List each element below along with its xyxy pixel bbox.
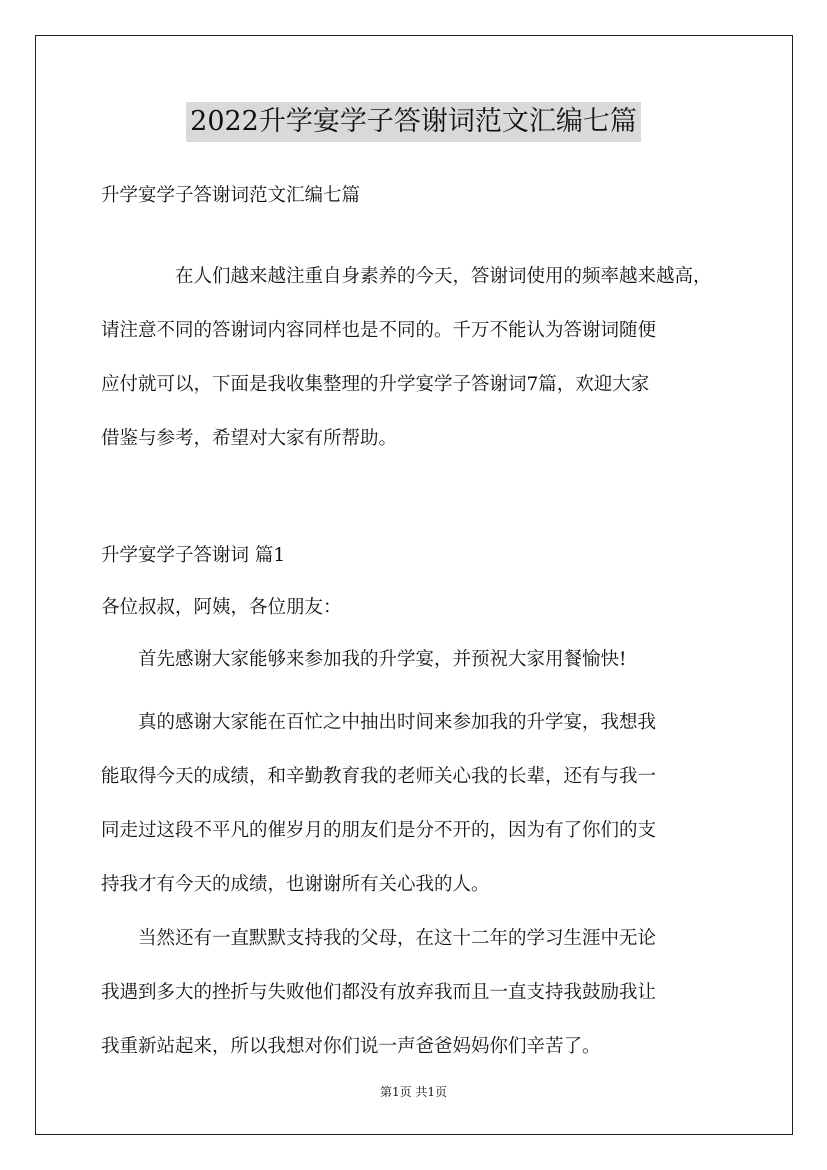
paragraph-line: 我遇到多大的挫折与失败他们都没有放弃我而且一直支持我鼓励我让	[101, 982, 657, 1003]
paragraph-text: 首先感谢大家能够来参加我的升学宴，并预祝大家用餐愉快!	[138, 649, 627, 670]
paragraph	[101, 912, 731, 1074]
intro-line: 借鉴与参考，希望对大家有所帮助。	[101, 428, 398, 449]
paragraph	[101, 696, 731, 912]
greeting: 各位叔叔，阿姨，各位朋友：	[101, 597, 342, 618]
document-body	[101, 178, 731, 1074]
document-title: 2022升学宴学子答谢词范文汇编七篇	[186, 102, 641, 142]
page-footer: 第1页 共1页	[379, 1085, 448, 1099]
paragraph-line: 我重新站起来，所以我想对你们说一声爸爸妈妈你们辛苦了。	[101, 1036, 601, 1057]
document-subtitle: 升学宴学子答谢词范文汇编七篇	[101, 185, 361, 206]
paragraph-line: 真的感谢大家能在百忙之中抽出时间来参加我的升学宴，我想我	[138, 712, 657, 733]
paragraph-line: 持我才有今天的成绩，也谢谢所有关心我的人。	[101, 874, 490, 895]
intro-line: 请注意不同的答谢词内容同样也是不同的。千万不能认为答谢词随便	[101, 320, 657, 341]
paragraph-line: 当然还有一直默默支持我的父母，在这十二年的学习生涯中无论	[138, 928, 657, 949]
intro-line: 在人们越来越注重自身素养的今天，答谢词使用的频率越来越高，	[175, 266, 712, 287]
intro-line: 应付就可以，下面是我收集整理的升学宴学子答谢词7篇，欢迎大家	[101, 374, 650, 395]
paragraph-line: 同走过这段不平凡的催岁月的朋友们是分不开的，因为有了你们的支	[101, 820, 657, 841]
document-title-wrap	[0, 100, 827, 142]
section-heading: 升学宴学子答谢词 篇1	[101, 545, 286, 566]
intro-paragraph	[101, 250, 731, 466]
paragraph-line: 能取得今天的成绩，和辛勤教育我的老师关心我的长辈，还有与我一	[101, 766, 657, 787]
paragraph	[101, 642, 731, 678]
